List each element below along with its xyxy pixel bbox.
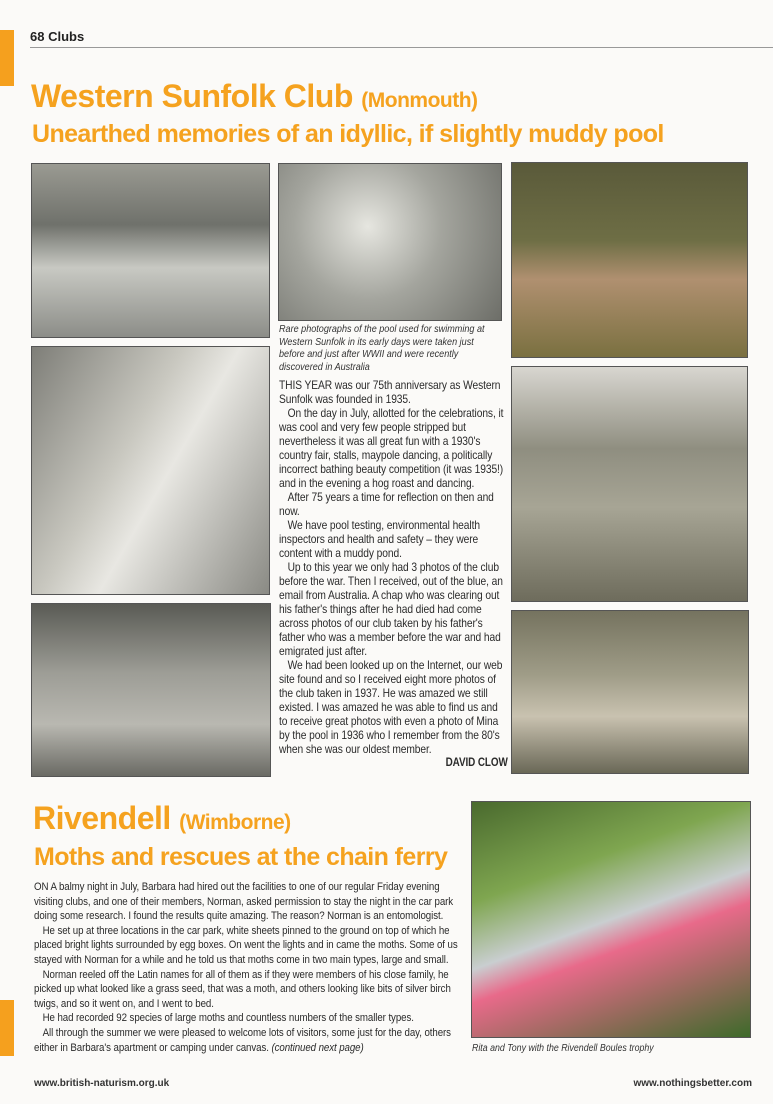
paragraph: He set up at three locations in the car park, white sheets pinned to the ground on top of which he placed bright lights surrounded by egg boxes. On went the lights and in came the moths. Some of us stayed with Norman for a while and he told us that moths come in two main types, large and small. (34, 924, 458, 966)
article2-title (33, 800, 291, 837)
footer-left-url[interactable]: www.british-naturism.org.uk (34, 1078, 170, 1089)
page-header (30, 29, 84, 44)
article1-title-text: Western Sunfolk Club (31, 78, 353, 114)
article2-caption: Rita and Tony with the Rivendell Boules trophy (472, 1043, 654, 1054)
photo-diver (31, 163, 270, 338)
header-divider (30, 47, 773, 48)
article2-location: (Wimborne) (179, 811, 291, 834)
photo-rita-and-tony (471, 801, 751, 1038)
paragraph: On the day in July, allotted for the celebrations, it was cool and very few people stripped but nevertheless it was all great fun with a 1930's country fair, stalls, maypole dancing, a politically incorrect bathing beauty competition (it was 1935!) and in the evening a hog roast and dancing. (279, 406, 504, 490)
photo-group-pool (511, 610, 749, 774)
paragraph: Norman reeled off the Latin names for all of them as if they were members of his close family, he picked up what looked like a grass seed, that was a moth, and others looking like bits of silver birch twigs, and so it went on, and I went to bed. (34, 968, 451, 1010)
article1-location: (Monmouth) (361, 89, 478, 112)
photo-group-chairs (31, 603, 271, 777)
paragraph: He had recorded 92 species of large moths and countless numbers of the smaller types. (42, 1012, 414, 1025)
paragraph: Up to this year we only had 3 photos of the club before the war. Then I received, out of the blue, an email from Australia. A chap who was clearing out his father's things after he had died had come across photos of our club taken by his father's father who was a member before the war and had emigrated just after. (279, 560, 503, 658)
paragraph (34, 1026, 464, 1055)
photo-bathers-pool (278, 163, 502, 321)
page-number: 68 (30, 29, 45, 44)
photo-sunbather (511, 162, 748, 358)
photo-woman-poolside (31, 346, 270, 595)
accent-bar-bottom (0, 1000, 14, 1056)
paragraph: After 75 years a time for reflection on then and now. (279, 490, 494, 518)
paragraph: We had been looked up on the Internet, our web site found and so I received eight more photos of the club taken in 1937. He was amazed we still existed. I was amazed he was able to find us and to receive great photos with even a photo of Mina by the pool in 1936 who I remember from the 80's when she was our oldest member. (279, 658, 503, 756)
article2-title-text: Rivendell (33, 800, 171, 836)
article1-title (31, 78, 478, 115)
paragraph-text: All through the summer we were pleased to welcome lots of visitors, some just for the day, others either in Barbara's apartment or camping under canvas. (34, 1026, 451, 1054)
paragraph: THIS YEAR was our 75th anniversary as Western Sunfolk was founded in 1935. (279, 378, 501, 406)
photo-man-by-pond (511, 366, 748, 602)
article1-body (279, 378, 508, 770)
accent-bar-top (0, 30, 14, 86)
paragraph: We have pool testing, environmental health inspectors and health and safety – they were content with a muddy pond. (279, 518, 480, 560)
byline: DAVID CLOW (445, 757, 508, 769)
continued-note: (continued next page) (271, 1041, 364, 1054)
article2-subtitle: Moths and rescues at the chain ferry (34, 843, 448, 871)
article1-subtitle: Unearthed memories of an idyllic, if slightly muddy pool (32, 120, 664, 148)
footer-right-url[interactable]: www.nothingsbetter.com (633, 1078, 752, 1089)
paragraph: ON A balmy night in July, Barbara had hired out the facilities to one of our regular Friday evening visiting clubs, and one of their members, Norman, asked permission to stay the night in the car park doing some research. I found the results quite amazing. The reason? Norman is an entomologist. (34, 881, 454, 923)
article1-caption: Rare photographs of the pool used for swimming at Western Sunfolk in its early days were taken just before and just after WWII and were recently discovered in Australia (279, 324, 485, 373)
section-name: Clubs (48, 29, 85, 44)
article2-body (34, 880, 464, 1055)
